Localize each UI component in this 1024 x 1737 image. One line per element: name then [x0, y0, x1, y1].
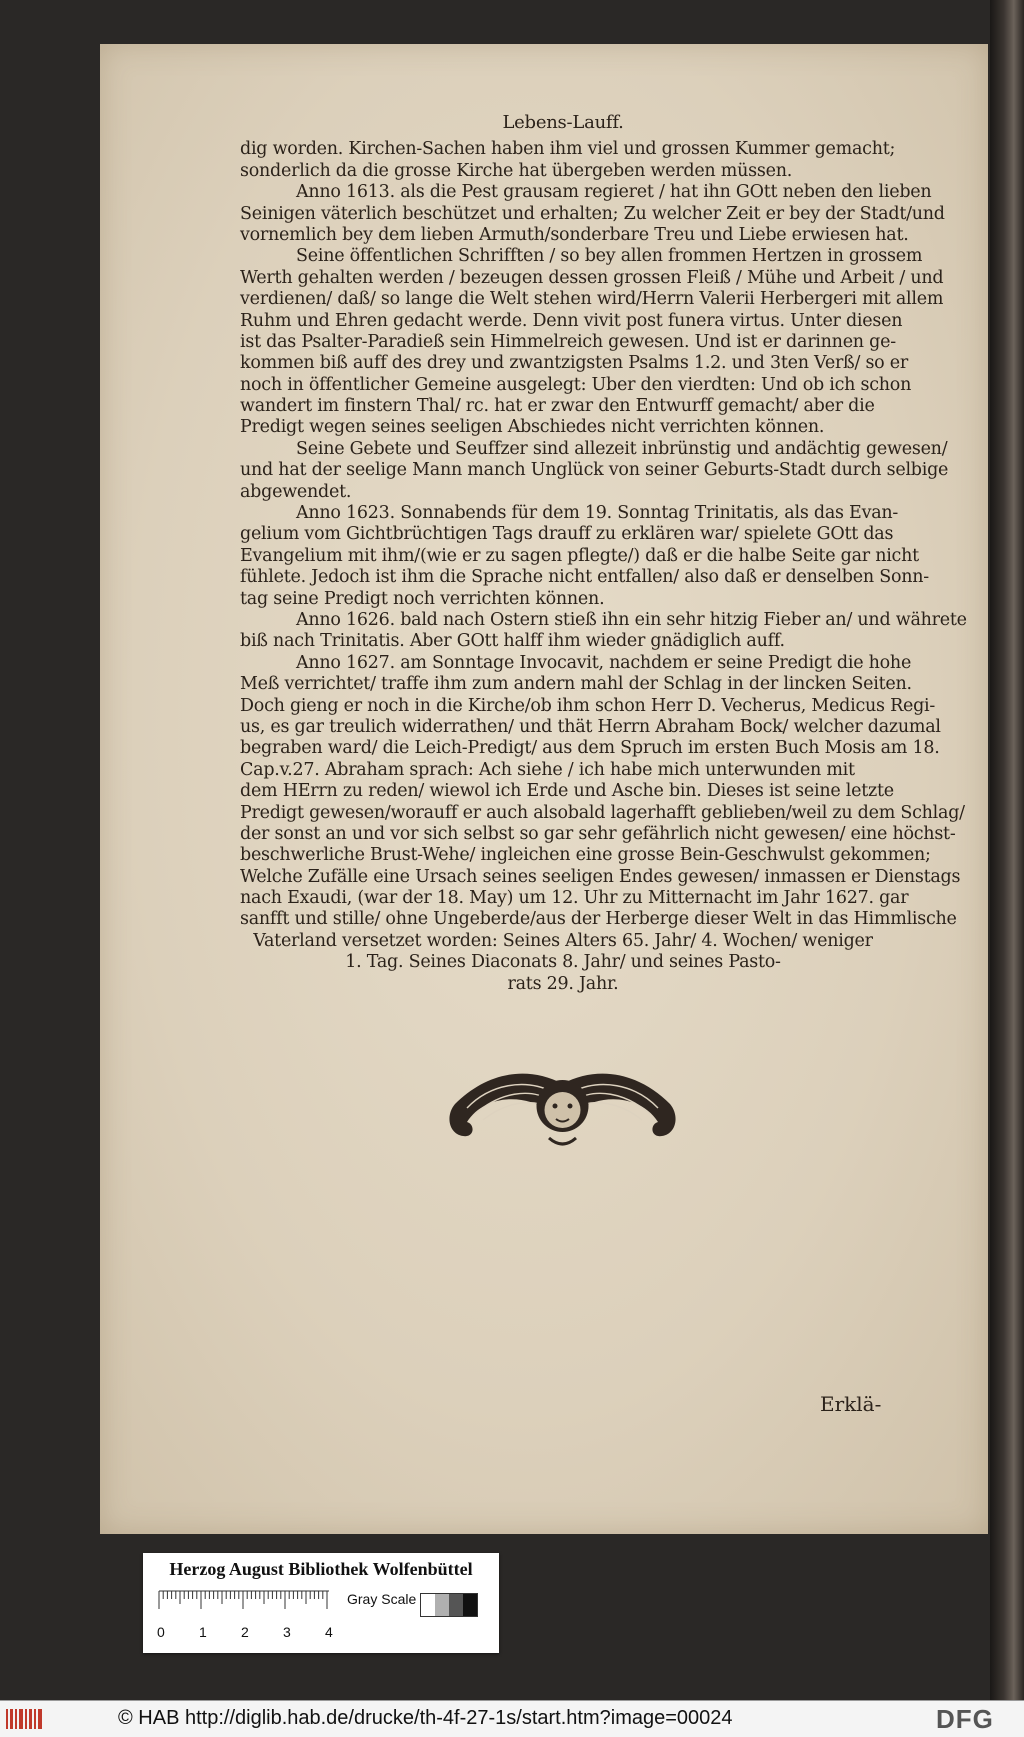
text-line: gelium vom Gichtbrüchtigen Tags drauff zu erklären war/ spielete GOtt das [240, 524, 894, 545]
text-line: Welche Zufälle eine Ursach seines seeligen Endes gewesen/ inmassen er Dienstags [240, 866, 961, 887]
text-line: beschwerliche Brust-Wehe/ ingleichen eine grosse Bein-Geschwulst gekommen; [240, 845, 931, 866]
measurement-ruler [157, 1589, 347, 1645]
text-line: tag seine Predigt noch verrichten können. [240, 588, 605, 609]
ruler-label: 1 [199, 1624, 207, 1640]
text-line: Anno 1627. am Sonntage Invocavit, nachdem er seine Predigt die hohe [296, 652, 912, 673]
text-line: und hat der seelige Mann manch Unglück von seiner Geburts-Stadt durch selbige [240, 460, 949, 481]
ruler-label: 0 [157, 1624, 165, 1640]
text-line: dem HErrn zu reden/ wiewol ich Erde und Asche bin. Dieses ist seine letzte [240, 781, 894, 802]
copyright-url[interactable]: © HAB http://diglib.hab.de/drucke/th-4f-27-1s/start.htm?image=00024 [118, 1707, 733, 1729]
closing-line: Vaterland versetzet worden: Seines Alters 65. Jahr/ 4. Wochen/ weniger [253, 930, 873, 951]
text-line: biß nach Trinitatis. Aber GOtt halff ihm wieder gnädiglich auff. [240, 631, 785, 652]
text-line: Doch gieng er noch in die Kirche/ob ihm schon Herr D. Vecherus, Medicus Regi- [240, 695, 936, 716]
dfg-logo: DFG [936, 1704, 994, 1734]
text-line: Seinigen väterlich beschützet und erhalten; Zu welcher Zeit er bey der Stadt/und [240, 203, 945, 224]
text-line: Werth gehalten werden / bezeugen dessen grossen Fleiß / Mühe und Arbeit / und [240, 267, 944, 288]
text-line: sanfft und stille/ ohne Ungeberde/aus der Herberge dieser Welt in das Himmlische [240, 909, 957, 930]
page-text [240, 112, 967, 995]
book-spine [990, 0, 1024, 1700]
text-line: Predigt gewesen/worauff er auch alsobald lagerhafft geblieben/weil zu dem Schlag/ [240, 802, 965, 823]
text-line: Anno 1613. als die Pest grausam regieret / hat ihn GOtt neben den lieben [296, 182, 932, 203]
library-scale-card [143, 1553, 499, 1653]
hab-logo-icon [6, 1707, 46, 1731]
text-line: Predigt wegen seines seeligen Abschiedes nicht verrichten können. [240, 417, 825, 438]
ruler-label: 4 [325, 1624, 333, 1640]
text-line: fühlete. Jedoch ist ihm die Sprache nicht entfallen/ also daß er denselben Sonn- [240, 567, 929, 588]
winged-cherub-ornament [445, 1064, 680, 1150]
text-line: kommen biß auff des drey und zwantzigsten Psalms 1.2. und 3ten Verß/ so er [240, 353, 909, 374]
text-line: der sonst an und vor sich selbst so gar sehr gefährlich nicht gewesen/ eine höchst- [240, 823, 956, 844]
text-line: begraben ward/ die Leich-Predigt/ aus dem Spruch im ersten Buch Mosis am 18. [240, 738, 940, 759]
library-name: Herzog August Bibliothek Wolfenbüttel [169, 1559, 473, 1579]
copyright-bar [0, 1700, 1024, 1737]
ruler-label: 3 [283, 1624, 291, 1640]
text-line: us, es gar treulich widerrathen/ und thät Herrn Abraham Bock/ welcher dazumal [240, 716, 941, 737]
closing-text [240, 931, 886, 995]
ruler-label: 2 [241, 1624, 249, 1640]
body-text [240, 139, 967, 930]
closing-line: rats 29. Jahr. [507, 973, 619, 994]
text-line: Anno 1623. Sonnabends für dem 19. Sonntag Trinitatis, als das Evan- [296, 503, 899, 524]
text-line: noch in öffentlicher Gemeine ausgelegt: Uber den vierdten: Und ob ich schon [240, 374, 912, 395]
text-line: Ruhm und Ehren gedacht werde. Denn vivit post funera virtus. Unter diesen [240, 310, 903, 331]
gray-swatch [449, 1594, 463, 1616]
text-line: vornemlich bey dem lieben Armuth/sonderbare Treu und Liebe erwiesen hat. [240, 224, 909, 245]
gray-scale-swatches [420, 1593, 478, 1617]
text-line: Cap.v.27. Abraham sprach: Ach siehe / ich habe mich unterwunden mit [240, 759, 855, 780]
gray-scale-label: Gray Scale [347, 1591, 417, 1607]
gray-swatch [463, 1594, 477, 1616]
text-line: Anno 1626. bald nach Ostern stieß ihn ein sehr hitzig Fieber an/ und währete [296, 610, 967, 630]
gray-swatch [435, 1594, 449, 1616]
text-line: nach Exaudi, (war der 18. May) um 12. Uhr zu Mitternacht im Jahr 1627. gar [240, 888, 909, 909]
text-line: sonderlich da die grosse Kirche hat übergeben werden müssen. [240, 160, 793, 181]
text-line: abgewendet. [240, 481, 352, 502]
closing-line: 1. Tag. Seines Diaconats 8. Jahr/ und seines Pasto- [345, 952, 781, 973]
text-line: ist das Psalter-Paradieß sein Himmelreich gewesen. Und ist er darinnen ge- [240, 331, 896, 352]
text-line: Meß verrichtet/ traffe ihm zum andern mahl der Schlag in der lincken Seiten. [240, 674, 912, 695]
text-line: dig worden. Kirchen-Sachen haben ihm viel und grossen Kummer gemacht; [240, 139, 896, 160]
running-header: Lebens-Lauff. [502, 112, 624, 133]
catchword: Erklä- [820, 1392, 882, 1416]
text-line: Evangelium mit ihm/(wie er zu sagen pflegte/) daß er die halbe Seite gar nicht [240, 545, 919, 566]
gray-swatch [421, 1594, 435, 1616]
text-line: Seine Gebete und Seuffzer sind allezeit inbrünstig und andächtig gewesen/ [296, 438, 948, 459]
text-line: Seine öffentlichen Schrifften / so bey allen frommen Hertzen in grossem [296, 246, 923, 267]
text-line: wandert im finstern Thal/ rc. hat er zwar den Entwurff gemacht/ aber die [240, 396, 875, 417]
text-line: verdienen/ daß/ so lange die Welt stehen wird/Herrn Valerii Herbergeri mit allem [240, 289, 944, 310]
